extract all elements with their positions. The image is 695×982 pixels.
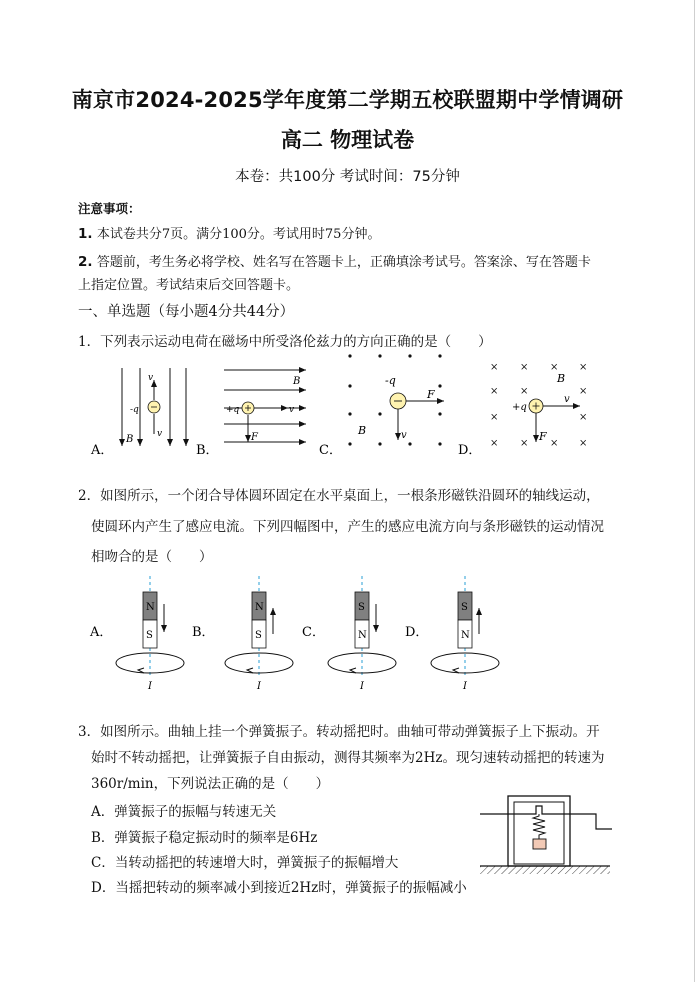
notice-item-2 — [78, 252, 591, 273]
q1a-v-top: v — [148, 373, 154, 383]
svg-text:×: × — [520, 438, 529, 449]
q3-line1: 3．如图所示。曲轴上挂一个弹簧振子。转动摇把时。曲轴可带动弹簧振子上下振动。开 — [78, 724, 600, 740]
q3-option-d: D．当摇把转动的频率减小到接近2Hz时，弹簧振子的振幅减小 — [91, 880, 467, 896]
q2-option-b: B． — [192, 625, 215, 640]
q1a-charge: -q — [130, 405, 139, 415]
page-subtitle: 高二 物理试卷 — [280, 128, 415, 152]
q2-fig-d — [405, 576, 499, 692]
q3-mass — [533, 839, 546, 849]
q2c-magnet-top: S — [358, 602, 365, 613]
section-heading: 一、单选题（每小题4分共44分） — [78, 304, 295, 320]
q1d-charge: +q — [512, 402, 527, 413]
q3-spring — [533, 814, 545, 839]
q3-option-b: B．弹簧振子稳定振动时的频率是6Hz — [91, 830, 318, 846]
q2d-magnet-bottom: N — [461, 630, 470, 641]
notice-item-1-text: 本试卷共分7页。满分100分。考试用时75分钟。 — [96, 227, 381, 242]
q1-option-d: D． — [458, 443, 482, 458]
q1-option-a: A． — [91, 443, 114, 458]
q1b-charge: +q — [226, 405, 240, 415]
q2-option-c: C． — [302, 625, 325, 640]
notice-heading: 注意事项： — [78, 201, 141, 216]
q3-line3: 360r/min，下列说法正确的是（ ） — [91, 776, 330, 792]
q3-line2: 始时不转动摇把，让弹簧振子自由振动，测得其频率为2Hz。现匀速转动摇把的转速为 — [91, 750, 605, 766]
svg-text:×: × — [520, 386, 529, 397]
q1d-field: B — [557, 372, 566, 385]
q1-option-b: B． — [196, 443, 219, 458]
q1-fig-b — [196, 370, 306, 458]
q1a-field: B — [126, 434, 134, 445]
svg-text:×: × — [490, 438, 499, 449]
q2-fig-c — [302, 576, 396, 692]
q2-figures — [78, 572, 518, 694]
svg-text:×: × — [490, 386, 499, 397]
q2b-magnet-top: N — [255, 602, 264, 613]
svg-text:×: × — [550, 362, 559, 373]
svg-text:×: × — [490, 412, 499, 423]
q2-fig-b — [192, 576, 293, 692]
q3-option-c: C．当转动摇把的转速增大时，弹簧振子的振幅增大 — [91, 855, 399, 871]
q1-fig-c — [319, 354, 444, 458]
q1-fig-d — [458, 362, 587, 458]
svg-text:×: × — [579, 386, 588, 397]
q1c-force: F — [427, 388, 435, 401]
q1-stem: 1．下列表示运动电荷在磁场中所受洛伦兹力的方向正确的是（ ） — [78, 334, 492, 350]
q2a-current: I — [148, 681, 152, 692]
page-title: 南京市2024-2025学年度第二学期五校联盟期中学情调研 — [71, 88, 624, 112]
svg-text:×: × — [579, 438, 588, 449]
q1c-charge: -q — [385, 374, 396, 387]
q1d-force: F — [539, 430, 547, 443]
q1b-field: B — [293, 376, 301, 387]
q1-figures — [78, 352, 618, 462]
q2c-magnet-bottom: N — [358, 630, 367, 641]
svg-text:×: × — [520, 362, 529, 373]
svg-text:×: × — [550, 438, 559, 449]
q1c-field: B — [358, 424, 367, 437]
q1c-v: v — [401, 430, 407, 441]
q2-line3: 相吻合的是（ ） — [91, 549, 213, 565]
q3-crankshaft — [480, 806, 612, 829]
score-line: 本卷：共100分 考试时间：75分钟 — [235, 169, 460, 185]
notice-item-2-line1: 答题前，考生务必将学校、姓名写在答题卡上，正确填涂考试号。答案涂、写在答题卡 — [96, 255, 591, 270]
svg-text:×: × — [579, 412, 588, 423]
q1-fig-a — [90, 368, 186, 458]
svg-text:×: × — [579, 362, 588, 373]
q2d-magnet-top: S — [461, 602, 468, 613]
q1-option-c: C． — [319, 443, 342, 458]
notice-item-1-num: 1. — [78, 226, 93, 242]
q1a-v-bottom: v — [157, 429, 163, 439]
q3-option-a: A．弹簧振子的振幅与转速无关 — [91, 804, 277, 820]
q1b-v: v — [289, 405, 295, 415]
q1b-force: F — [251, 432, 258, 443]
q2b-current: I — [257, 681, 261, 692]
q2-line1: 2．如图所示，一个闭合导体圆环固定在水平桌面上，一根条形磁铁沿圆环的轴线运动， — [78, 488, 600, 504]
q2b-magnet-bottom: S — [255, 630, 262, 641]
notice-item-1 — [78, 224, 380, 245]
q2d-current: I — [463, 681, 467, 692]
notice-item-2-num: 2. — [78, 254, 93, 270]
q2-option-a: A． — [90, 625, 113, 640]
svg-text:×: × — [490, 362, 499, 373]
q2a-magnet-top: N — [146, 602, 155, 613]
q2-line2: 使圆环内产生了感应电流。下列四幅图中，产生的感应电流方向与条形磁铁的运动情况 — [91, 519, 604, 535]
q2-fig-a — [89, 576, 184, 692]
q1d-v: v — [564, 394, 570, 405]
notice-item-2-line2: 上指定位置。考试结束后交回答题卡。 — [78, 278, 300, 293]
q2-option-d: D． — [405, 625, 429, 640]
q3-spring-oscillator-figure — [478, 784, 614, 880]
q2a-magnet-bottom: S — [146, 630, 153, 641]
q2c-current: I — [360, 681, 364, 692]
q3-ground — [480, 866, 610, 874]
